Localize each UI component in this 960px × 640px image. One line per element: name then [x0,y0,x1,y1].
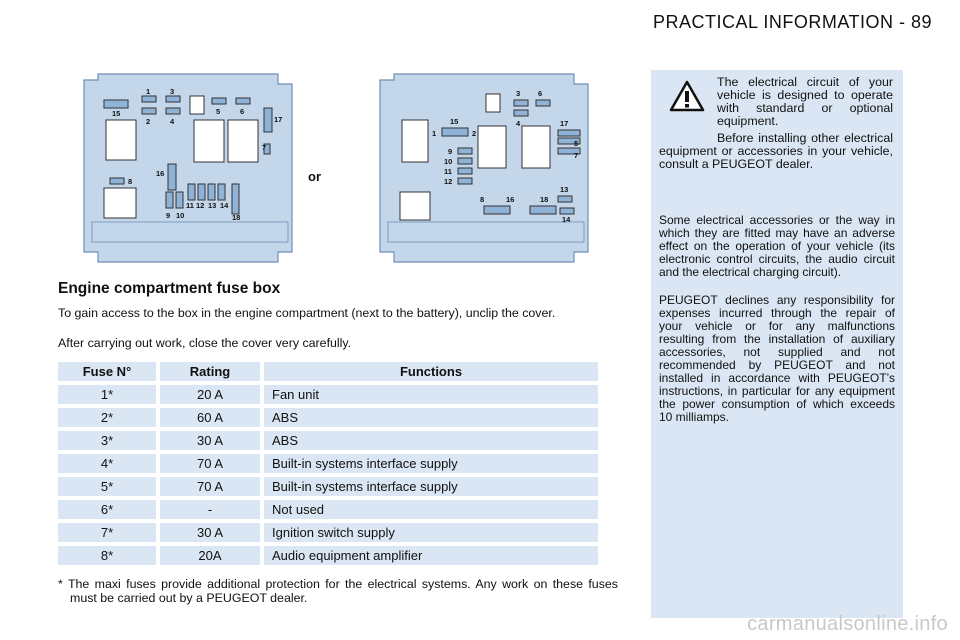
watermark: carmanualsonline.info [747,613,948,635]
cell-rating: 30 A [160,431,260,450]
cell-rating: 20A [160,546,260,565]
diagram-b-label: 5 [574,139,579,148]
diagram-a-label: 8 [128,177,133,186]
diagram-a-label: 7 [262,143,267,152]
diagram-b-label: 2 [472,129,477,138]
cell-rating: 30 A [160,523,260,542]
fuse-table [54,358,602,569]
diagram-a-label: 3 [170,87,175,96]
warning-triangle-icon [669,80,705,112]
diagram-b-label: 7 [574,151,579,160]
info-panel [651,70,903,618]
cell-fuse: 4* [58,454,156,473]
cell-rating: - [160,500,260,519]
diagram-b-label: 12 [444,177,453,186]
diagram-b-label: 10 [444,157,453,166]
cell-fuse: 3* [58,431,156,450]
page-header: PRACTICAL INFORMATION - 89 [652,12,932,32]
diagram-b-label: 8 [480,195,485,204]
diagram-b-label: 13 [560,185,569,194]
diagram-b-label: 6 [538,89,543,98]
table-row [58,500,598,519]
diagram-a-label: 9 [166,211,171,220]
diagram-b-label: 15 [450,117,459,126]
header-fuse: Fuse N° [58,362,156,381]
footnote: * The maxi fuses provide additional protection for the electrical systems. Any work on these fuses must be carried out by a PEUGEOT dealer. [58,577,618,605]
diagram-a-label: 10 [176,211,185,220]
diagram-b-label: 14 [562,215,571,224]
fuse-box-diagram-b [374,72,596,268]
cell-function: Built-in systems interface supply [264,477,598,496]
diagram-a-label: 13 [208,201,217,210]
cell-rating: 70 A [160,477,260,496]
intro-paragraph: To gain access to the box in the engine compartment (next to the battery), unclip the cover. [58,306,556,320]
diagram-a-label: 11 [186,201,194,210]
cell-fuse: 7* [58,523,156,542]
diagram-b-label: 4 [516,119,521,128]
diagram-a-label: 17 [274,115,283,124]
cell-function: Fan unit [264,385,598,404]
cell-fuse: 2* [58,408,156,427]
section-title: Engine compartment fuse box [58,280,281,297]
table-row [58,431,598,450]
cell-fuse: 8* [58,546,156,565]
warning-text: The electrical circuit of your vehicle is designed to operate with standard or optional equipment. [717,75,893,128]
diagram-a-label: 4 [170,117,175,126]
table-header-row [58,362,598,381]
cell-rating: 60 A [160,408,260,427]
cell-fuse: 5* [58,477,156,496]
or-separator: or [308,169,321,184]
cell-function: Ignition switch supply [264,523,598,542]
cell-function: ABS [264,408,598,427]
diagram-a-label: 5 [216,107,221,116]
header-rating: Rating [160,362,260,381]
diagram-b-label: 16 [506,195,515,204]
header-functions: Functions [264,362,598,381]
cell-function: ABS [264,431,598,450]
diagram-a-label: 15 [112,109,121,118]
diagram-b-label: 3 [516,89,521,98]
diagram-a-label: 6 [240,107,245,116]
fuse-box-diagram-a [78,72,300,268]
cell-rating: 20 A [160,385,260,404]
diagram-a-label: 12 [196,201,205,210]
cell-function: Not used [264,500,598,519]
table-row [58,477,598,496]
table-row [58,385,598,404]
diagram-a-label: 2 [146,117,151,126]
diagram-b-label: 1 [432,129,437,138]
diagram-a-label: 14 [220,201,229,210]
cell-fuse: 6* [58,500,156,519]
panel-paragraph: Some electrical accessories or the way in which they are fitted may have an adverse effect on the operation of your vehicle (its electronic control circuits, the audio circuit and the electrical charging circuit). [659,213,895,279]
table-row [58,523,598,542]
diagram-a-label: 1 [146,87,151,96]
diagram-b-label: 11 [444,167,452,176]
diagram-b-label: 17 [560,119,569,128]
panel-paragraph: PEUGEOT declines any responsibility for expenses incurred through the repair of your vehicle or for any malfunctions resulting from the installation of auxiliary accessories, not supplied and not recommended by PEUGEOT and not installed in accordance with PEUGEOT’s instructions, in particular for any equipment the power consumption of which exceeds 10 milliamps. [659,293,895,424]
cell-function: Audio equipment amplifier [264,546,598,565]
intro-paragraph: After carrying out work, close the cover very carefully. [58,336,352,350]
diagram-b-label: 18 [540,195,549,204]
diagram-b-label: 9 [448,147,453,156]
cell-fuse: 1* [58,385,156,404]
cell-function: Built-in systems interface supply [264,454,598,473]
diagram-a-label: 18 [232,213,241,222]
table-row [58,408,598,427]
cell-rating: 70 A [160,454,260,473]
diagram-a-label: 16 [156,169,165,178]
warning-text: Before installing other electrical equipment or accessories in your vehicle, consult a PEUGEOT dealer. [659,131,893,171]
table-row [58,546,598,565]
table-row [58,454,598,473]
